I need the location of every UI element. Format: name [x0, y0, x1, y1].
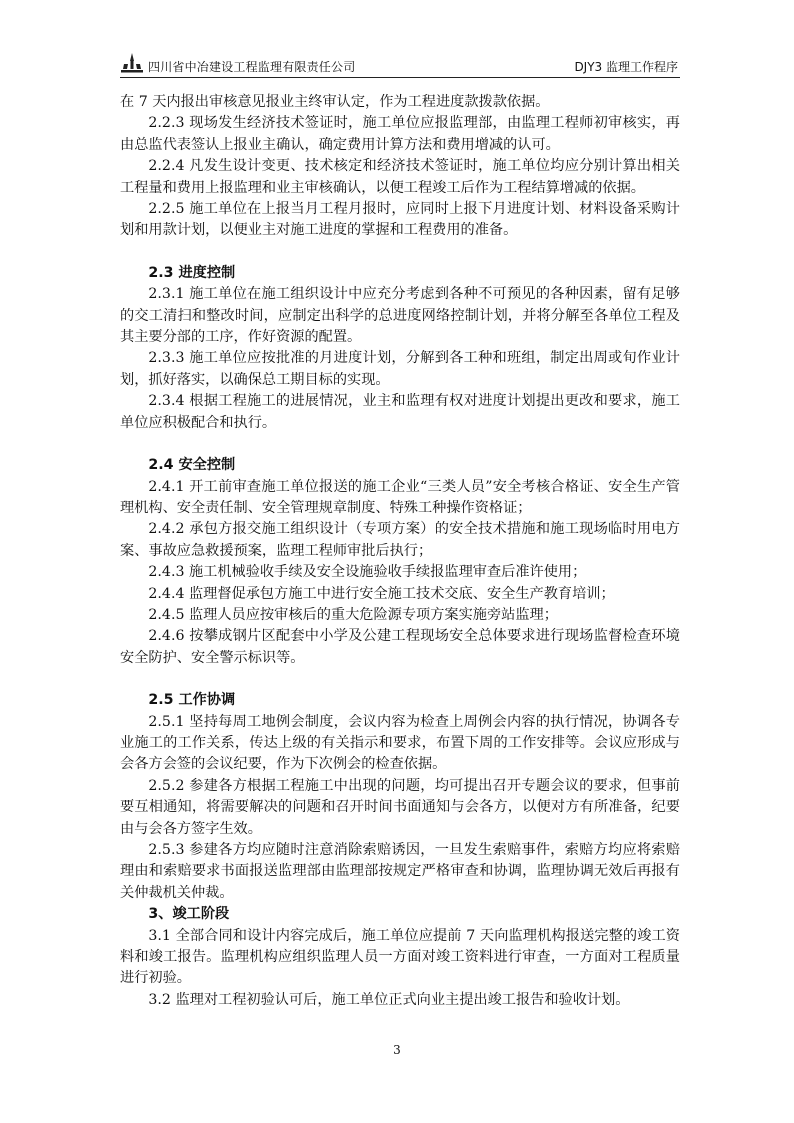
document-body [120, 92, 680, 1011]
paragraph: 2.4.6 按攀成钢片区配套中小学及公建工程现场安全总体要求进行现场监督检查环境安全防护、安全警示标识等。 [120, 628, 680, 666]
paragraph: 2.4.1 开工前审查施工单位报送的施工企业“三类人员”安全考核合格证、安全生产管理机构、安全责任制、安全管理规章制度、特殊工种操作资格证； [120, 478, 680, 516]
paragraph: 2.4.2 承包方报交施工组织设计（专项方案）的安全技术措施和施工现场临时用电方案、事故应急救援预案，监理工程师审批后执行； [120, 521, 680, 559]
paragraph: 2.2.3 现场发生经济技术签证时，施工单位应报监理部，由监理工程师初审核实，再由总监代表签认上报业主确认，确定费用计算方法和费用增减的认可。 [120, 115, 680, 153]
paragraph: 2.2.5 施工单位在上报当月工程月报时，应同时上报下月进度计划、材料设备采购计划和用款计划，以便业主对施工进度的掌握和工程费用的准备。 [120, 201, 680, 239]
paragraph: 2.5.3 参建各方均应随时注意消除索赔诱因，一旦发生索赔事件，索赔方均应将索赔理由和索赔要求书面报送监理部由监理部按规定严格审查和协调，监理协调无效后再报有关仲裁机关仲裁。 [120, 842, 680, 901]
page-number: 3 [393, 1043, 401, 1057]
paragraph: 2.4.5 监理人员应按审核后的重大危险源专项方案实施旁站监理； [148, 606, 558, 623]
paragraph: 2.3.3 施工单位应按批准的月进度计划，分解到各工种和班组，制定出周或旬作业计划，抓好落实，以确保总工期目标的实现。 [120, 350, 680, 388]
company-name: 四川省中冶建设工程监理有限责任公司 [148, 60, 356, 74]
paragraph: 2.4.4 监理督促承包方施工中进行安全施工技术交底、安全生产教育培训； [148, 585, 615, 602]
paragraph: 2.2.4 凡发生设计变更、技术核定和经济技术签证时，施工单位均应分别计算出相关工程量和费用上报监理和业主审核确认，以便工程竣工后作为工程结算增减的依据。 [120, 158, 680, 196]
company-logo-icon [120, 52, 144, 74]
section-heading: 3、竣工阶段 [148, 906, 230, 923]
section-heading: 2.4 安全控制 [148, 457, 236, 474]
paragraph: 2.4.3 施工机械验收手续及安全设施验收手续报监理审查后准许使用； [148, 564, 587, 581]
paragraph: 在 7 天内报出审核意见报业主终审认定，作为工程进度款拨款依据。 [120, 94, 550, 110]
paragraph: 2.5.1 坚持每周工地例会制度，会议内容为检查上周例会内容的执行情况，协调各专业施工的工作关系，传达上级的有关指示和要求，布置下周的工作安排等。会议应形成与会各方会签的会议纪要，作为下次例会的检查依据。 [120, 713, 680, 773]
section-heading: 2.3 进度控制 [148, 264, 236, 281]
page-header [120, 52, 680, 78]
paragraph: 3.2 监理对工程初验认可后，施工单位正式向业主提出竣工报告和验收计划。 [148, 991, 630, 1008]
section-heading: 2.5 工作协调 [148, 692, 236, 709]
header-rule [120, 77, 680, 78]
document-title: DJY3 监理工作程序 [574, 60, 678, 74]
paragraph: 2.3.4 根据工程施工的进展情况，业主和监理有权对进度计划提出更改和要求，施工单位应积极配合和执行。 [120, 393, 680, 431]
paragraph: 2.3.1 施工单位在施工组织设计中应充分考虑到各种不可预见的各种因素，留有足够的交工清扫和整改时间，应制定出科学的总进度网络控制计划，并将分解至各单位工程及其主要分部的工序，作好资源的配置。 [120, 286, 680, 346]
paragraph: 3.1 全部合同和设计内容完成后，施工单位应提前 7 天向监理机构报送完整的竣工资料和竣工报告。监理机构应组织监理人员一方面对竣工资料进行审查，一方面对工程质量进行初验。 [120, 927, 680, 987]
paragraph: 2.5.2 参建各方根据工程施工中出现的问题，均可提出召开专题会议的要求，但事前要互相通知，将需要解决的问题和召开时间书面通知与会各方，以便对方有所准备，纪要由与会各方签字生效。 [120, 777, 680, 837]
